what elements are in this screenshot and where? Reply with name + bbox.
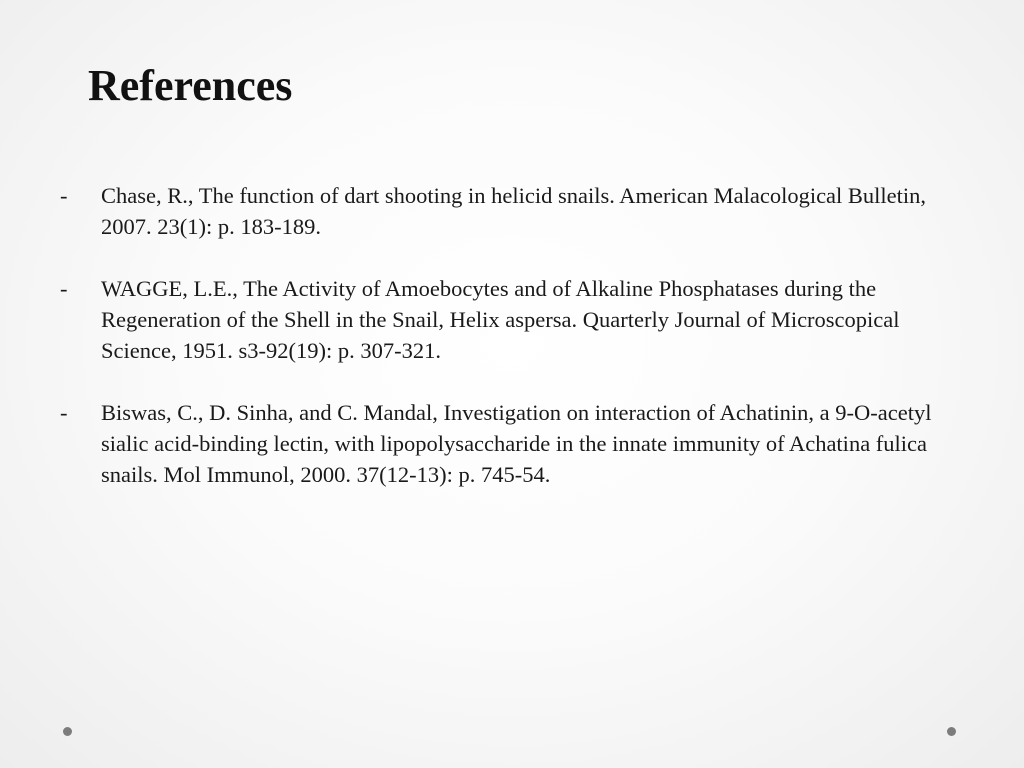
reference-item (60, 180, 960, 242)
reference-text: Biswas, C., D. Sinha, and C. Mandal, Investigation on interaction of Achatinin, a 9-O-acetyl sialic acid-binding lectin, with lipopolysaccharide in the innate immunity of Achatina fulica snails. Mol Immunol, 2000. 37(12-13): p. 745-54. (101, 400, 932, 487)
reference-item (60, 273, 960, 366)
bullet-dash: - (60, 276, 68, 301)
bullet-dash: - (60, 400, 68, 425)
bullet-dash: - (60, 183, 68, 208)
reference-text: Chase, R., The function of dart shooting in helicid snails. American Malacological Bulletin, 2007. 23(1): p. 183-189. (101, 183, 927, 239)
reference-list (60, 180, 960, 521)
decorative-dot-icon (947, 727, 956, 736)
reference-text: WAGGE, L.E., The Activity of Amoebocytes and of Alkaline Phosphatases during the Regeneration of the Shell in the Snail, Helix aspersa. Quarterly Journal of Microscopical Science, 1951. s3-92(19): p. 307-321. (101, 276, 900, 363)
slide-title: References (88, 61, 293, 110)
decorative-dot-icon (63, 727, 72, 736)
reference-item (60, 397, 960, 490)
